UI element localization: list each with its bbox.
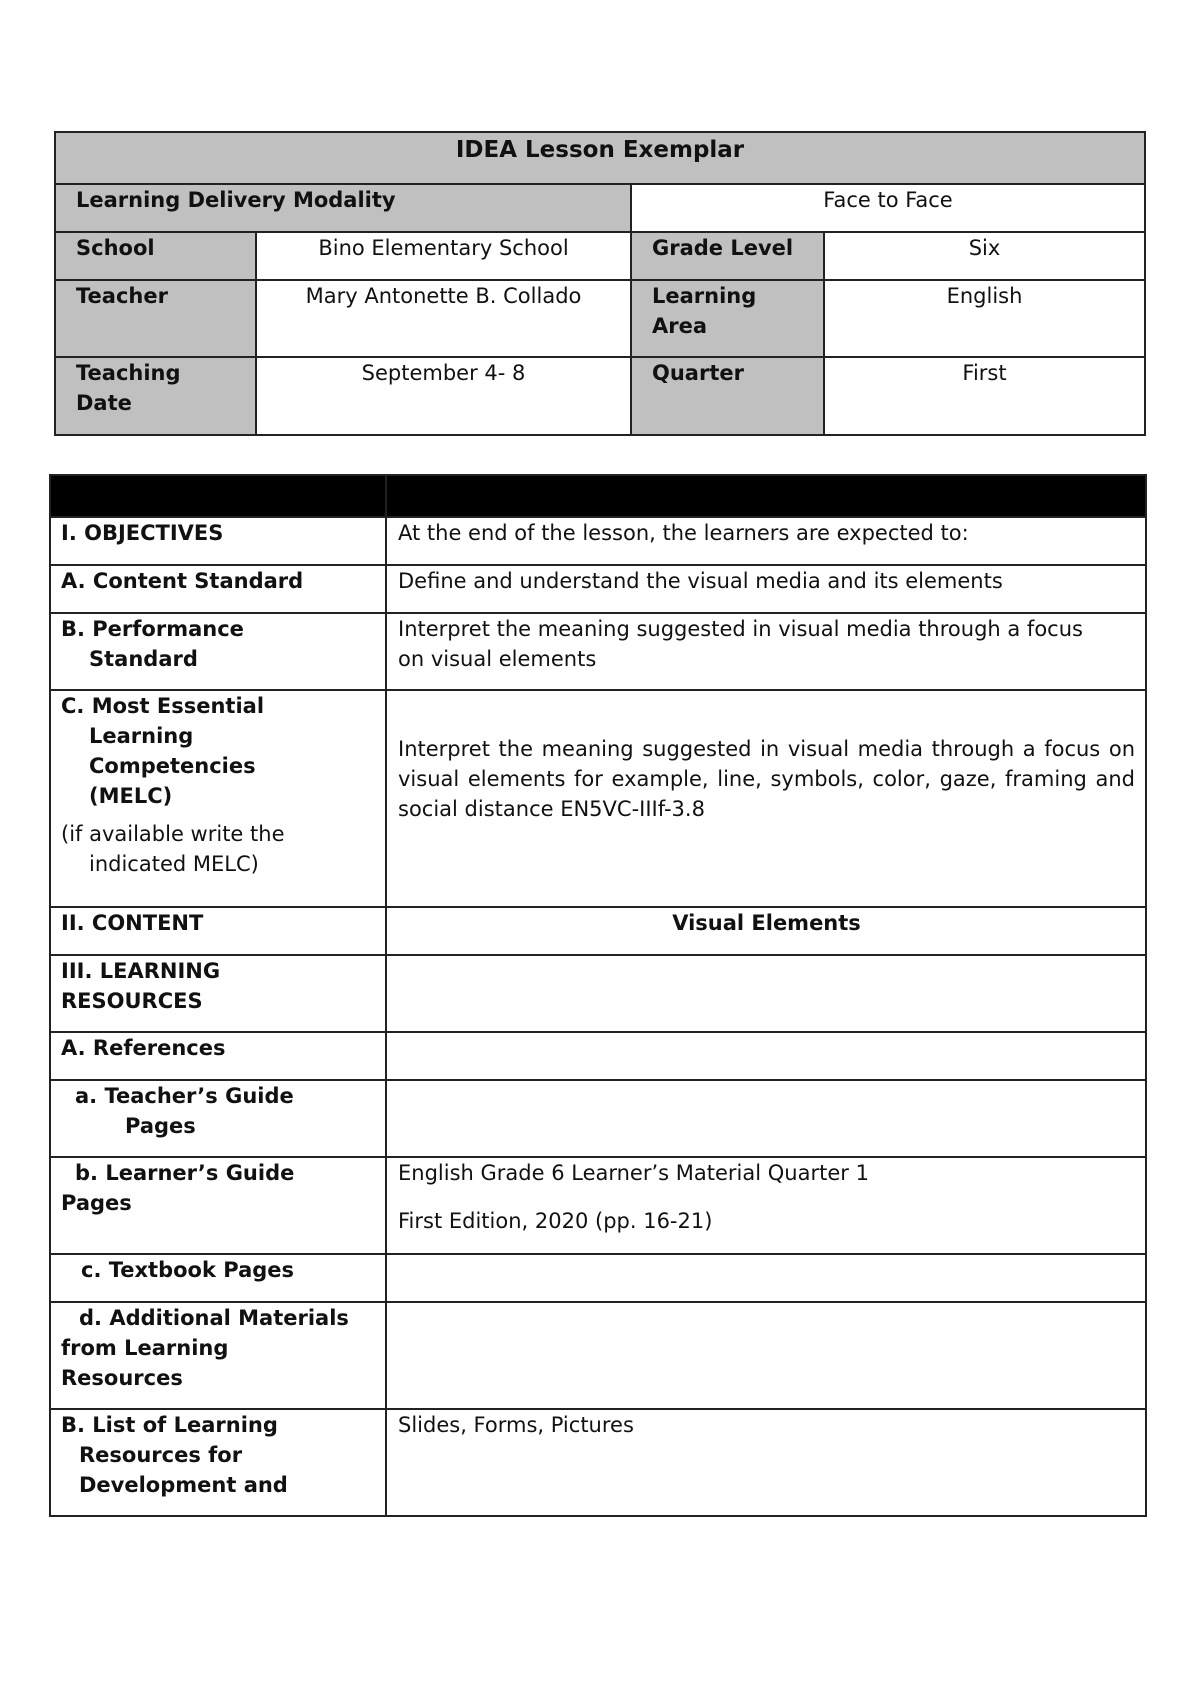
melc-note-line-1: (if available write the bbox=[61, 822, 285, 846]
melc-label-line-4: (MELC) bbox=[89, 784, 173, 808]
modality-value: Face to Face bbox=[631, 184, 1145, 232]
objectives-value: At the end of the lesson, the learners are expected to: bbox=[386, 517, 1146, 565]
additional-materials-label-line-1: d. Additional Materials bbox=[79, 1306, 349, 1330]
learning-area-label-line-1: Learning bbox=[652, 284, 757, 308]
references-label: A. References bbox=[50, 1032, 386, 1080]
teacher-value: Mary Antonette B. Collado bbox=[256, 280, 631, 357]
textbook-pages-value bbox=[386, 1254, 1146, 1302]
lesson-header-table bbox=[54, 131, 1146, 436]
table-row bbox=[50, 517, 1146, 565]
teaching-date-label-line-2: Date bbox=[76, 391, 132, 415]
list-of-resources-value: Slides, Forms, Pictures bbox=[386, 1409, 1146, 1516]
teachers-guide-label bbox=[50, 1080, 386, 1157]
teachers-guide-label-line-2: Pages bbox=[125, 1114, 196, 1138]
teaching-date-label-line-1: Teaching bbox=[76, 361, 181, 385]
textbook-pages-label: c. Textbook Pages bbox=[50, 1254, 386, 1302]
learning-resources-label-line-2: RESOURCES bbox=[61, 989, 203, 1013]
table-row bbox=[50, 955, 1146, 1032]
teachers-guide-value bbox=[386, 1080, 1146, 1157]
content-standard-value: Define and understand the visual media and its elements bbox=[386, 565, 1146, 613]
header-bar-left bbox=[50, 475, 386, 517]
performance-standard-label-line-2: Standard bbox=[89, 647, 198, 671]
school-label: School bbox=[55, 232, 256, 280]
learning-resources-value bbox=[386, 955, 1146, 1032]
melc-label-line-2: Learning bbox=[89, 724, 194, 748]
learning-area-value: English bbox=[824, 280, 1145, 357]
melc-label-line-1: C. Most Essential bbox=[61, 694, 265, 718]
lesson-title: IDEA Lesson Exemplar bbox=[55, 132, 1145, 184]
table-row bbox=[50, 1254, 1146, 1302]
school-value: Bino Elementary School bbox=[256, 232, 631, 280]
table-row bbox=[50, 690, 1146, 907]
teachers-guide-label-line-1: a. Teacher’s Guide bbox=[75, 1084, 294, 1108]
learners-guide-value-line-2: First Edition, 2020 (pp. 16-21) bbox=[398, 1209, 713, 1233]
learners-guide-value-line-1: English Grade 6 Learner’s Material Quarter 1 bbox=[398, 1161, 869, 1185]
objectives-label: I. OBJECTIVES bbox=[50, 517, 386, 565]
table-row bbox=[50, 907, 1146, 955]
table-row bbox=[50, 1032, 1146, 1080]
header-bar-right bbox=[386, 475, 1146, 517]
grade-level-value: Six bbox=[824, 232, 1145, 280]
learners-guide-label-line-1: b. Learner’s Guide bbox=[75, 1161, 295, 1185]
additional-materials-label bbox=[50, 1302, 386, 1409]
melc-label bbox=[50, 690, 386, 907]
table-row bbox=[50, 1409, 1146, 1516]
learners-guide-label-line-2: Pages bbox=[61, 1191, 132, 1215]
performance-standard-label-line-1: B. Performance bbox=[61, 617, 244, 641]
additional-materials-value bbox=[386, 1302, 1146, 1409]
learning-area-label-line-2: Area bbox=[652, 314, 708, 338]
content-value: Visual Elements bbox=[386, 907, 1146, 955]
teacher-label: Teacher bbox=[55, 280, 256, 357]
learners-guide-label bbox=[50, 1157, 386, 1254]
content-standard-label: A. Content Standard bbox=[50, 565, 386, 613]
list-of-resources-label bbox=[50, 1409, 386, 1516]
table-row bbox=[50, 565, 1146, 613]
table-row bbox=[50, 1080, 1146, 1157]
lesson-plan-table bbox=[49, 474, 1147, 1517]
melc-value: Interpret the meaning suggested in visual media through a focus on visual elements for example, line, symbols, color, gaze, framing and social distance EN5VC-IIIf-3.8 bbox=[386, 690, 1146, 907]
performance-standard-value-line-2: on visual elements bbox=[398, 647, 597, 671]
table-row bbox=[50, 1157, 1146, 1254]
content-label: II. CONTENT bbox=[50, 907, 386, 955]
quarter-value: First bbox=[824, 357, 1145, 435]
performance-standard-value-line-1: Interpret the meaning suggested in visual media through a focus bbox=[398, 617, 1083, 641]
performance-standard-value bbox=[386, 613, 1146, 690]
teaching-date-value: September 4- 8 bbox=[256, 357, 631, 435]
learners-guide-value bbox=[386, 1157, 1146, 1254]
grade-level-label: Grade Level bbox=[631, 232, 824, 280]
list-of-resources-label-line-3: Development and bbox=[79, 1473, 288, 1497]
teaching-date-label bbox=[55, 357, 256, 435]
modality-label: Learning Delivery Modality bbox=[55, 184, 631, 232]
references-value bbox=[386, 1032, 1146, 1080]
melc-label-line-3: Competencies bbox=[89, 754, 256, 778]
learning-resources-label bbox=[50, 955, 386, 1032]
learning-resources-label-line-1: III. LEARNING bbox=[61, 959, 221, 983]
list-of-resources-label-line-1: B. List of Learning bbox=[61, 1413, 278, 1437]
table-row bbox=[50, 1302, 1146, 1409]
list-of-resources-label-line-2: Resources for bbox=[79, 1443, 243, 1467]
learning-area-label bbox=[631, 280, 824, 357]
quarter-label: Quarter bbox=[631, 357, 824, 435]
performance-standard-label bbox=[50, 613, 386, 690]
table-row bbox=[50, 613, 1146, 690]
additional-materials-label-line-3: Resources bbox=[61, 1366, 183, 1390]
melc-note-line-2: indicated MELC) bbox=[89, 852, 259, 876]
table-header-bar bbox=[50, 475, 1146, 517]
additional-materials-label-line-2: from Learning bbox=[61, 1336, 229, 1360]
